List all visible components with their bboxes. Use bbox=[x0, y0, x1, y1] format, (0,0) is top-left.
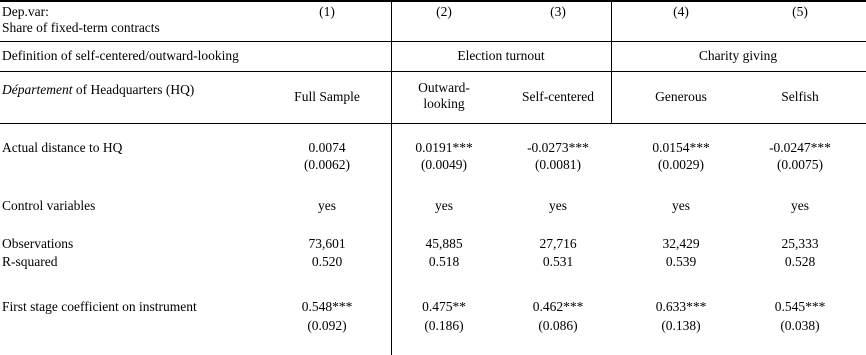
row-label-first-stage: First stage coefficient on instrument bbox=[2, 299, 197, 314]
distance-se-2: (0.0049) bbox=[420, 157, 468, 172]
row-label-distance: Actual distance to HQ bbox=[2, 140, 123, 155]
first-stage-se-5: (0.038) bbox=[780, 318, 820, 333]
controls-value-4: yes bbox=[672, 198, 690, 213]
column-name-selfish: Selfish bbox=[781, 89, 819, 104]
first-stage-se-2: (0.186) bbox=[424, 318, 464, 333]
rsquared-value-2: 0.518 bbox=[428, 254, 460, 269]
observations-value-5: 25,333 bbox=[781, 236, 819, 251]
observations-value-3: 27,716 bbox=[539, 236, 577, 251]
observations-value-1: 73,601 bbox=[308, 236, 346, 251]
column-number-1: (1) bbox=[319, 4, 335, 19]
column-number-4: (4) bbox=[673, 4, 689, 19]
first-stage-coef-3: 0.462*** bbox=[532, 299, 584, 314]
distance-se-1: (0.0062) bbox=[303, 157, 351, 172]
column-number-2: (2) bbox=[436, 4, 452, 19]
distance-coef-1: 0.0074 bbox=[308, 140, 346, 155]
column-separator-left bbox=[391, 0, 392, 355]
column-name-outward-line1: Outward- bbox=[418, 80, 470, 95]
column-number-5: (5) bbox=[792, 4, 808, 19]
first-stage-coef-5: 0.545*** bbox=[774, 299, 826, 314]
hq-label-italic: Département bbox=[2, 82, 73, 97]
distance-coef-4: 0.0154*** bbox=[652, 140, 710, 155]
hq-label-rest: of Headquarters (HQ) bbox=[72, 82, 195, 97]
distance-coef-5: -0.0247*** bbox=[769, 140, 831, 155]
distance-se-3: (0.0081) bbox=[534, 157, 582, 172]
column-separator-middle bbox=[611, 0, 612, 123]
controls-value-3: yes bbox=[549, 198, 567, 213]
column-name-self-centered: Self-centered bbox=[522, 89, 594, 104]
top-rule bbox=[0, 0, 866, 2]
controls-value-1: yes bbox=[318, 198, 336, 213]
header-rule-3 bbox=[0, 123, 866, 124]
column-name-generous: Generous bbox=[655, 89, 707, 104]
observations-value-2: 45,885 bbox=[425, 236, 463, 251]
rsquared-value-5: 0.528 bbox=[784, 254, 816, 269]
column-name-full-sample: Full Sample bbox=[294, 89, 360, 104]
column-number-3: (3) bbox=[550, 4, 566, 19]
first-stage-coef-1: 0.548*** bbox=[301, 299, 353, 314]
distance-coef-2: 0.0191*** bbox=[415, 140, 473, 155]
group-charity-giving: Charity giving bbox=[698, 48, 778, 63]
rsquared-value-1: 0.520 bbox=[311, 254, 343, 269]
definition-label: Definition of self-centered/outward-looking bbox=[2, 48, 239, 63]
first-stage-se-1: (0.092) bbox=[307, 318, 347, 333]
depvar-label: Dep.var: bbox=[2, 4, 49, 19]
first-stage-se-3: (0.086) bbox=[538, 318, 578, 333]
row-label-controls: Control variables bbox=[2, 198, 96, 213]
row-label-rsquared: R-squared bbox=[2, 254, 58, 269]
hq-label bbox=[2, 82, 194, 98]
group-election-turnout: Election turnout bbox=[457, 48, 545, 63]
first-stage-coef-4: 0.633*** bbox=[655, 299, 707, 314]
controls-value-5: yes bbox=[791, 198, 809, 213]
header-rule-2 bbox=[0, 71, 866, 72]
rsquared-value-4: 0.539 bbox=[665, 254, 697, 269]
observations-value-4: 32,429 bbox=[662, 236, 700, 251]
depvar-name: Share of fixed-term contracts bbox=[2, 20, 160, 35]
controls-value-2: yes bbox=[435, 198, 453, 213]
column-name-outward-line2: looking bbox=[423, 96, 465, 111]
distance-se-4: (0.0029) bbox=[657, 157, 705, 172]
rsquared-value-3: 0.531 bbox=[542, 254, 574, 269]
first-stage-coef-2: 0.475** bbox=[422, 299, 466, 314]
header-rule-1 bbox=[0, 41, 866, 42]
distance-se-5: (0.0075) bbox=[776, 157, 824, 172]
first-stage-se-4: (0.138) bbox=[661, 318, 701, 333]
row-label-observations: Observations bbox=[2, 236, 74, 251]
distance-coef-3: -0.0273*** bbox=[527, 140, 589, 155]
